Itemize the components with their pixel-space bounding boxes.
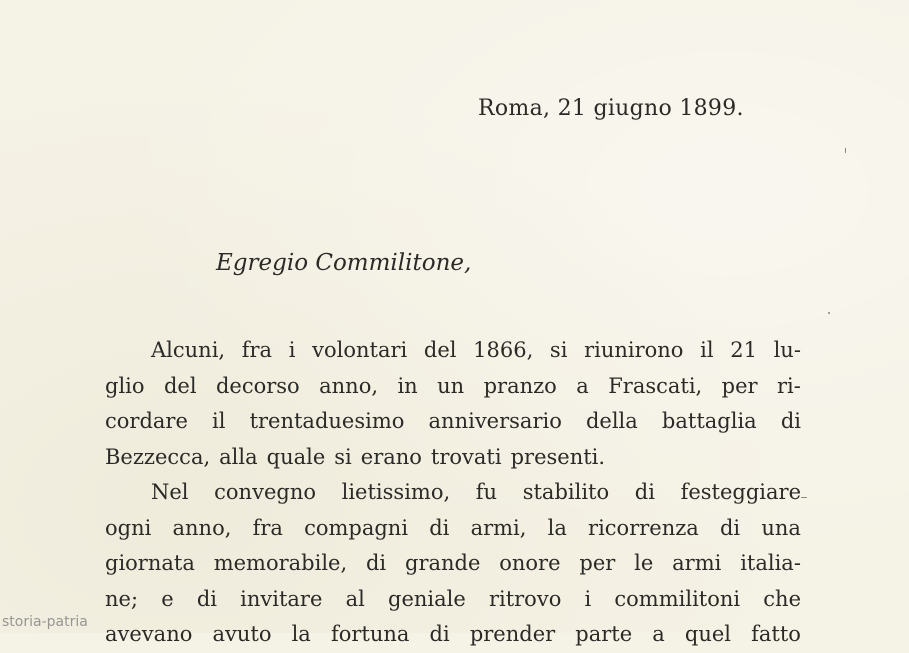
word: di [780, 409, 801, 433]
word: armi, [470, 515, 527, 540]
word: di [429, 515, 450, 540]
word: avevano [105, 622, 193, 646]
word: del [163, 373, 197, 398]
word: fu [475, 480, 498, 504]
word: glio [105, 373, 145, 398]
word: il [700, 338, 714, 362]
word: si [549, 338, 568, 362]
word: ogni [105, 515, 152, 540]
word: di [429, 622, 450, 646]
word: i [584, 586, 592, 611]
word: lietissimo, [341, 480, 451, 504]
word: convegno [214, 480, 316, 504]
word: anniversario [428, 409, 562, 433]
word: del [423, 338, 457, 362]
word: grande [405, 551, 481, 575]
word: della [585, 409, 638, 433]
word: in [397, 373, 418, 398]
word: anno, [319, 373, 379, 398]
text-line [105, 404, 801, 440]
word: un [437, 373, 465, 398]
text-line [105, 511, 801, 547]
word: fra [241, 338, 273, 362]
text-line [105, 546, 801, 582]
word: Alcuni, [151, 338, 226, 362]
word: alla [219, 444, 258, 469]
word: decorso [215, 373, 300, 398]
word: battaglia [661, 409, 757, 433]
text-line [105, 333, 801, 369]
word: parte [575, 622, 633, 646]
word: fatto [751, 622, 801, 646]
word: invitare [240, 586, 323, 611]
paper-speck [845, 148, 846, 153]
paragraph-2 [105, 475, 801, 653]
word: armi [672, 551, 722, 575]
text-line [105, 475, 801, 511]
letter-dateline: Roma, 21 giugno 1899. [478, 96, 744, 121]
word: stabilito [522, 480, 610, 504]
word: memorabile, [213, 551, 348, 575]
text-line [105, 369, 801, 405]
word: a [576, 373, 589, 398]
word: di [634, 480, 655, 504]
word: di [365, 551, 387, 575]
word: ri- [777, 373, 801, 398]
word: cordare [105, 409, 188, 433]
word: 1866, [473, 338, 534, 362]
word: trovati [430, 444, 502, 469]
text-line [105, 440, 801, 476]
watermark: storia-patria [2, 614, 88, 630]
word: di [196, 586, 217, 611]
text-line [105, 582, 801, 618]
word: ritrovo [488, 586, 562, 611]
word: quel [684, 622, 732, 646]
word: onore [499, 551, 561, 575]
word: che [763, 586, 801, 611]
paper-speck [828, 312, 830, 314]
word: quale [266, 444, 326, 469]
word: riunirono [584, 338, 684, 362]
word: e [161, 586, 174, 611]
word: i [288, 338, 296, 362]
word: presenti. [510, 444, 606, 469]
word: le [634, 551, 654, 575]
word: avuto [212, 622, 272, 646]
word: giornata [105, 551, 195, 575]
word: compagni [304, 515, 409, 540]
word: al [345, 586, 365, 611]
word: la [547, 515, 567, 540]
paragraph-1 [105, 333, 801, 475]
word: fortuna [330, 622, 410, 646]
word: italia- [740, 551, 801, 575]
paper-speck [801, 497, 807, 498]
word: trentaduesimo [249, 409, 405, 433]
text-line [105, 617, 801, 653]
word: erano [360, 444, 422, 469]
word: Bezzecca, [105, 444, 211, 469]
word: fra [252, 515, 283, 540]
word: per [579, 551, 616, 575]
word: prender [469, 622, 556, 646]
word: commilitoni [614, 586, 741, 611]
word: il [212, 409, 226, 433]
word: si [334, 444, 352, 469]
word: per [721, 373, 758, 398]
word: Frascati, [608, 373, 703, 398]
word: una [761, 515, 801, 540]
word: pranzo [483, 373, 557, 398]
word: geniale [388, 586, 466, 611]
word: ne; [105, 586, 139, 611]
word: 21 [730, 338, 757, 362]
word: anno, [172, 515, 232, 540]
word: di [719, 515, 741, 540]
word: Nel [151, 480, 189, 504]
word: lu- [773, 338, 801, 362]
word: a [652, 622, 665, 646]
word: volontari [312, 338, 408, 362]
letter-salutation: Egregio Commilitone, [216, 250, 472, 276]
word: la [291, 622, 311, 646]
word: ricorrenza [588, 515, 699, 540]
word: festeggiare [680, 480, 801, 504]
